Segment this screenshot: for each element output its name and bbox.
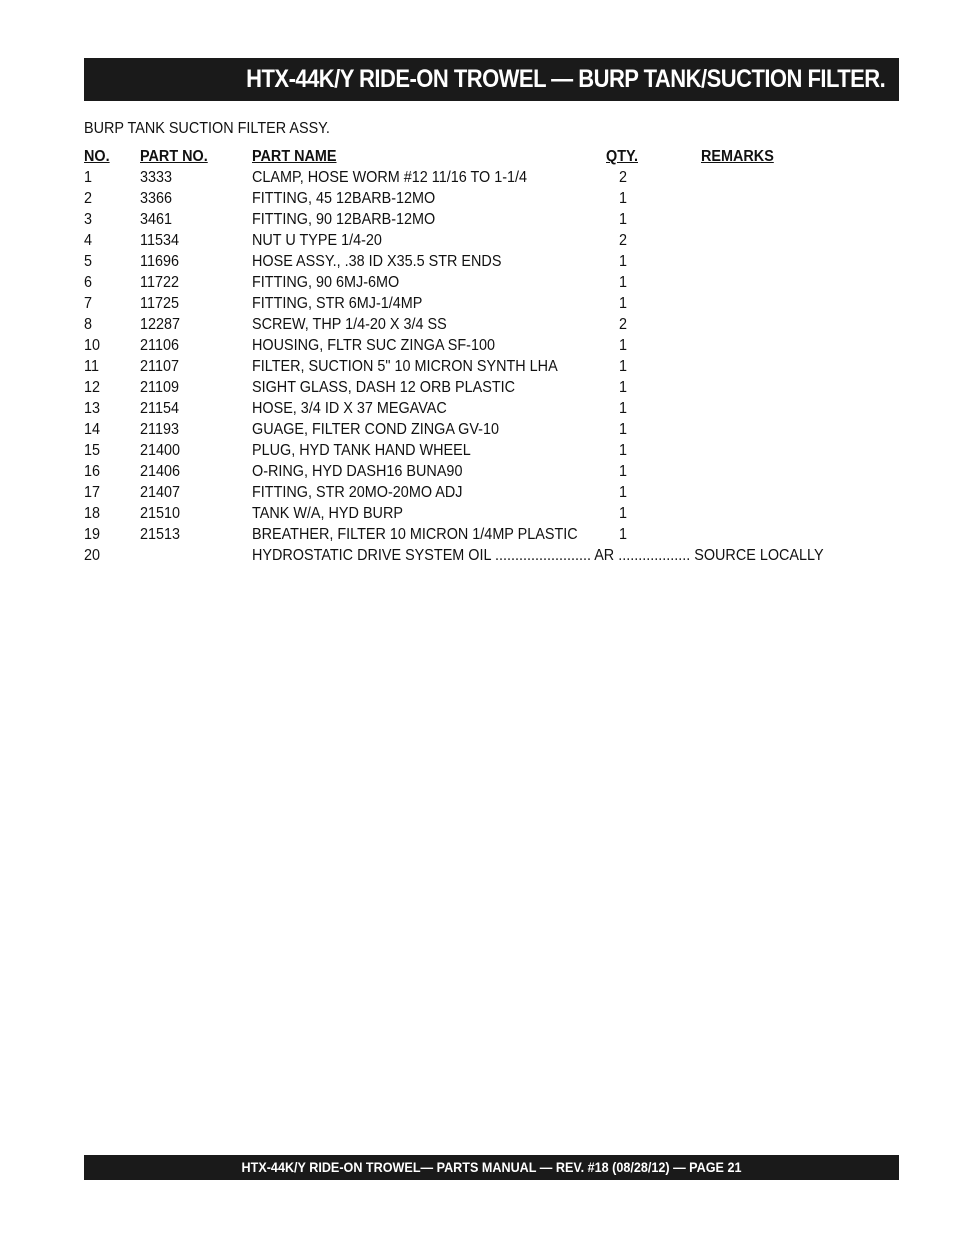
table-row [0, 272, 954, 293]
row-qty: 1 [618, 211, 628, 228]
table-row [0, 503, 954, 524]
row-part-no: 21400 [140, 442, 181, 459]
row-no: 20 [84, 547, 101, 564]
row-part-name: O-RING, HYD DASH16 BUNA90 [252, 463, 463, 480]
row-no: 11 [84, 358, 99, 375]
page-footer-bar [84, 1155, 899, 1180]
row-qty: 1 [618, 337, 628, 354]
row-qty: 1 [618, 253, 628, 270]
row-qty: 1 [618, 526, 628, 543]
row-qty: 1 [618, 190, 628, 207]
table-row [0, 356, 954, 377]
column-header-part-no: PART NO. [140, 148, 208, 165]
row-part-no: 3333 [140, 169, 173, 186]
table-row [0, 398, 954, 419]
row-qty: 1 [618, 442, 628, 459]
row-part-name: PLUG, HYD TANK HAND WHEEL [252, 442, 471, 459]
row-part-no: 11696 [140, 253, 179, 270]
row-part-name: FITTING, 90 6MJ-6MO [252, 274, 400, 291]
row-qty: 1 [618, 400, 628, 417]
column-header-remarks: REMARKS [701, 148, 774, 165]
row-qty: 1 [618, 295, 628, 312]
row-part-name: SIGHT GLASS, DASH 12 ORB PLASTIC [252, 379, 516, 396]
row-qty: 1 [618, 484, 628, 501]
row-part-no: 21154 [140, 400, 179, 417]
table-row [0, 377, 954, 398]
row-no: 13 [84, 400, 101, 417]
row-part-no: 21106 [140, 337, 179, 354]
row-qty: 2 [618, 169, 628, 186]
row-qty: 2 [618, 316, 628, 333]
column-header-no: NO. [84, 148, 110, 165]
row-part-name: HOSE, 3/4 ID X 37 MEGAVAC [252, 400, 447, 417]
row-part-name: GUAGE, FILTER COND ZINGA GV-10 [252, 421, 499, 438]
row-part-name: FITTING, STR 20MO-20MO ADJ [252, 484, 463, 501]
row-no: 2 [84, 190, 93, 207]
row-no: 4 [84, 232, 93, 249]
row-part-name: HOSE ASSY., .38 ID X35.5 STR ENDS [252, 253, 502, 270]
row-no: 14 [84, 421, 101, 438]
table-row [0, 482, 954, 503]
row-qty: 1 [618, 274, 628, 291]
row-part-no: 21193 [140, 421, 179, 438]
row-leader-text: HYDROSTATIC DRIVE SYSTEM OIL ........................ AR .................. SOURCE LOCALLY [252, 547, 824, 564]
column-header-qty: QTY. [606, 148, 639, 165]
table-row [0, 545, 954, 566]
page-footer: HTX-44K/Y RIDE-ON TROWEL— PARTS MANUAL — REV. #18 (08/28/12) — PAGE 21 [241, 1159, 742, 1175]
table-row [0, 188, 954, 209]
row-no: 6 [84, 274, 93, 291]
row-part-no: 21510 [140, 505, 181, 522]
row-part-no: 21407 [140, 484, 181, 501]
table-row [0, 209, 954, 230]
row-part-no: 3461 [140, 211, 173, 228]
row-no: 7 [84, 295, 93, 312]
row-no: 17 [84, 484, 101, 501]
row-part-name: FITTING, 90 12BARB-12MO [252, 211, 436, 228]
row-no: 12 [84, 379, 101, 396]
row-part-name: SCREW, THP 1/4-20 X 3/4 SS [252, 316, 447, 333]
page-title: HTX-44K/Y RIDE-ON TROWEL — BURP TANK/SUCTION FILTER. [245, 65, 885, 93]
table-row [0, 461, 954, 482]
row-part-name: FITTING, STR 6MJ-1/4MP [252, 295, 423, 312]
row-part-no: 21513 [140, 526, 181, 543]
row-no: 19 [84, 526, 101, 543]
row-no: 10 [84, 337, 101, 354]
row-part-no: 21107 [140, 358, 179, 375]
table-row [0, 251, 954, 272]
table-row [0, 230, 954, 251]
row-part-name: NUT U TYPE 1/4-20 [252, 232, 382, 249]
row-part-name: CLAMP, HOSE WORM #12 11/16 TO 1-1/4 [252, 169, 528, 186]
row-qty: 1 [618, 421, 628, 438]
row-no: 1 [84, 169, 93, 186]
row-part-name: TANK W/A, HYD BURP [252, 505, 403, 522]
table-row [0, 419, 954, 440]
row-no: 8 [84, 316, 93, 333]
row-qty: 1 [618, 379, 628, 396]
table-row [0, 314, 954, 335]
row-part-name: BREATHER, FILTER 10 MICRON 1/4MP PLASTIC [252, 526, 578, 543]
row-part-no: 11722 [140, 274, 179, 291]
row-part-no: 11725 [140, 295, 179, 312]
row-no: 3 [84, 211, 93, 228]
page-title-bar [84, 58, 899, 101]
row-qty: 1 [618, 505, 628, 522]
row-part-name: HOUSING, FLTR SUC ZINGA SF-100 [252, 337, 495, 354]
table-row [0, 167, 954, 188]
section-title: BURP TANK SUCTION FILTER ASSY. [84, 120, 330, 137]
row-part-no: 21109 [140, 379, 179, 396]
row-qty: 1 [618, 358, 628, 375]
row-qty: 1 [618, 463, 628, 480]
row-no: 16 [84, 463, 101, 480]
row-part-no: 11534 [140, 232, 179, 249]
table-row [0, 524, 954, 545]
row-part-no: 3366 [140, 190, 173, 207]
table-row [0, 293, 954, 314]
column-header-part-name: PART NAME [252, 148, 337, 165]
row-no: 15 [84, 442, 101, 459]
row-part-no: 12287 [140, 316, 181, 333]
row-part-no: 21406 [140, 463, 181, 480]
row-part-name: FILTER, SUCTION 5" 10 MICRON SYNTH LHA [252, 358, 558, 375]
table-header [0, 146, 954, 167]
row-no: 5 [84, 253, 93, 270]
row-qty: 2 [618, 232, 628, 249]
row-no: 18 [84, 505, 101, 522]
row-part-name: FITTING, 45 12BARB-12MO [252, 190, 436, 207]
table-row [0, 440, 954, 461]
table-row [0, 335, 954, 356]
